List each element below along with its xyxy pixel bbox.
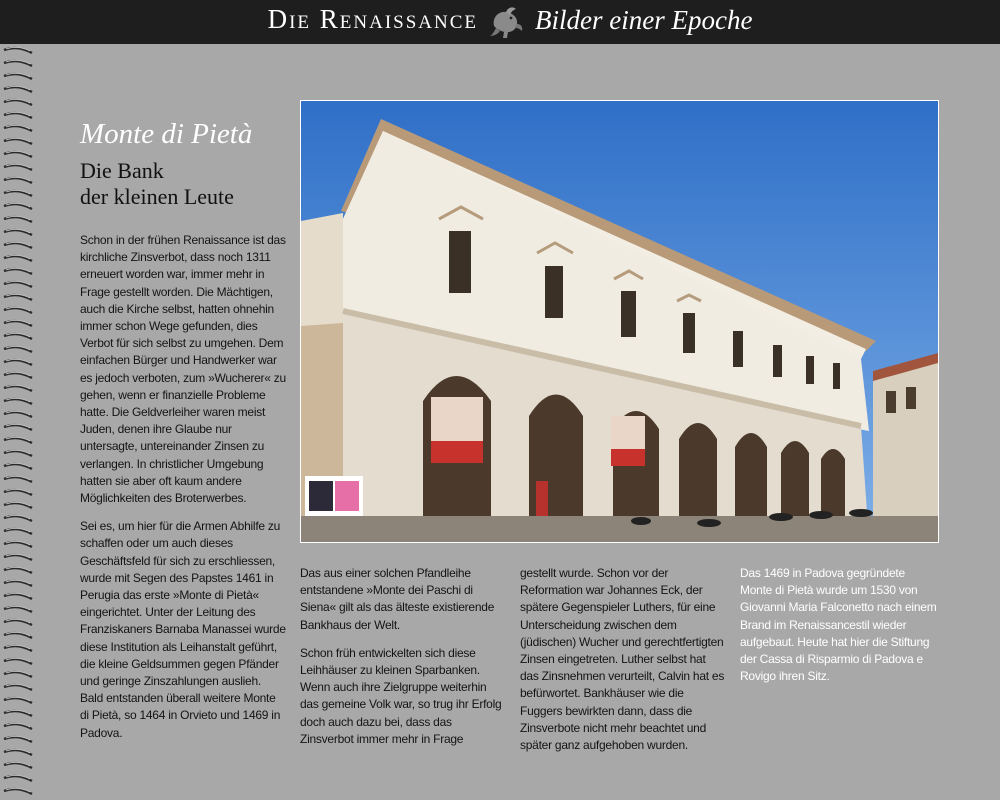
spiral-loop — [4, 347, 32, 352]
spiral-loop — [4, 542, 32, 547]
spiral-loop — [4, 87, 32, 92]
spiral-loop — [4, 256, 32, 261]
spiral-loop — [4, 204, 32, 209]
spiral-loop — [4, 646, 32, 651]
spiral-loop — [4, 321, 32, 326]
spiral-loop — [4, 516, 32, 521]
spiral-loop — [4, 360, 32, 365]
spiral-loop — [4, 373, 32, 378]
lion-emblem-icon — [486, 4, 526, 40]
spiral-loop — [4, 74, 32, 79]
spiral-loop — [4, 698, 32, 703]
spiral-loop — [4, 789, 32, 794]
spiral-loop — [4, 503, 32, 508]
spiral-loop — [4, 243, 32, 248]
spiral-loop — [4, 126, 32, 131]
spiral-loop — [4, 763, 32, 768]
spiral-loop — [4, 711, 32, 716]
spiral-loop — [4, 152, 32, 157]
spiral-loop — [4, 282, 32, 287]
monte-di-pieta-illustration — [301, 101, 938, 542]
spiral-loop — [4, 178, 32, 183]
spiral-loop — [4, 490, 32, 495]
spiral-loop — [4, 685, 32, 690]
spiral-loop — [4, 217, 32, 222]
spiral-loop — [4, 100, 32, 105]
spiral-loop — [4, 750, 32, 755]
spiral-loop — [4, 555, 32, 560]
spiral-loop — [4, 529, 32, 534]
spiral-loop — [4, 620, 32, 625]
photo-caption: Das 1469 in Padova gegründete Monte di Pietà wurde um 1530 von Giovanni Maria Falconetto nach einem Brand im Renaissancestil wieder aufgebaut. Heute hat hier die Stiftung der Cassa di Risparmio di Padova e Rovigo ihren Sitz. — [740, 566, 937, 684]
spiral-loop — [4, 425, 32, 430]
spiral-loop — [4, 672, 32, 677]
spiral-loop — [4, 659, 32, 664]
spiral-loop — [4, 594, 32, 599]
spiral-binding — [0, 44, 36, 800]
spiral-loop — [4, 48, 32, 53]
spiral-loop — [4, 61, 32, 66]
spiral-loop — [4, 633, 32, 638]
spiral-loop — [4, 399, 32, 404]
spiral-loop — [4, 438, 32, 443]
article-headline — [80, 158, 234, 210]
text-column-2 — [300, 565, 506, 759]
article-kicker: Monte di Pietà — [80, 118, 253, 150]
spiral-loop — [4, 334, 32, 339]
spiral-loop — [4, 737, 32, 742]
spiral-loop — [4, 113, 32, 118]
spiral-loop — [4, 269, 32, 274]
spiral-loop — [4, 308, 32, 313]
spiral-loop — [4, 139, 32, 144]
spiral-loop — [4, 724, 32, 729]
paragraph: Schon früh entwickelten sich diese Leihhäuser zu kleinen Sparbanken. Wenn auch ihre Zielgruppe weiterhin das gemeine Volk war, so trug ihr Erfolg doch auch dazu bei, dass das Zinsverbot immer mehr in Frage — [300, 645, 502, 746]
spiral-loop — [4, 568, 32, 573]
building-photo — [300, 100, 939, 543]
site-subtitle: Bilder einer Epoche — [535, 5, 753, 35]
site-title[interactable]: Die Renaissance — [267, 4, 478, 34]
spiral-loop — [4, 776, 32, 781]
spiral-loop — [4, 230, 32, 235]
spiral-loop — [4, 191, 32, 196]
spiral-loop — [4, 607, 32, 612]
spiral-loop — [4, 386, 32, 391]
headline-line-1: Die Bank — [80, 158, 164, 183]
spiral-loop — [4, 295, 32, 300]
header-bar — [0, 0, 1000, 44]
spiral-loop — [4, 412, 32, 417]
spiral-loop — [4, 451, 32, 456]
spiral-loop — [4, 464, 32, 469]
spiral-loop — [4, 477, 32, 482]
paragraph: Schon in der frühen Renaissance ist das kirchliche Zinsverbot, dass noch 1311 erneuert worden war, immer mehr in Frage gestellt worden. Die Mächtigen, auch die Kirche selbst, hatten ohnehin immer schon Wege gefunden, dies Verbot für sich selbst zu umgehen. Dem einfachen Bürger und Handwerker war es jedoch verboten, zum »Wucherer« zu gehen, wenn er finanzielle Probleme hatte. Die Geldverleiher waren meist Juden, denen ihre Glaube nur untersagte, untereinander Zinsen zu verlangen. In christlicher Umgebung hatten sie aber oft kaum andere Möglichkeiten des Broterwerbes. — [80, 233, 286, 506]
headline-line-2: der kleinen Leute — [80, 184, 234, 209]
spiral-loop — [4, 581, 32, 586]
text-column-1 — [80, 232, 286, 753]
paragraph: gestellt wurde. Schon vor der Reformation war Johannes Eck, der spätere Gegenspieler Luthers, für eine Unterscheidung zwischen dem (jüdischen) Wucher und gerechtfertigten Zinsen eingetreten. Luther selbst hat das Zinsnehmen verurteilt, Calvin hat es befürwortet. Bankhäuser wie die Fuggers bewirkten dann, dass die Zinsverbote nicht mehr beachtet und später ganz aufgehoben wurden. — [520, 566, 725, 753]
text-column-3 — [520, 565, 726, 765]
spiral-loop — [4, 165, 32, 170]
paragraph: Das aus einer solchen Pfandleihe entstandene »Monte dei Paschi di Siena« gilt als das älteste existierende Bankhaus der Welt. — [300, 566, 495, 632]
paragraph: Sei es, um hier für die Armen Abhilfe zu schaffen oder um auch dieses Geschäftsfeld für sich zu erschliessen, wurde mit Segen des Papstes 1461 in Perugia das erste »Monte di Pietà« eingerichtet. Unter der Leitung des Franziskaners Barnaba Manassei wurde diese Institution als Leihanstalt geführt, die kleine Geldsummen gegen Pfänder und geringe Zinszahlungen auslieh. Bald entstanden überall weitere Monte di Pietà, so 1464 in Orvieto und 1469 in Padova. — [80, 519, 286, 740]
